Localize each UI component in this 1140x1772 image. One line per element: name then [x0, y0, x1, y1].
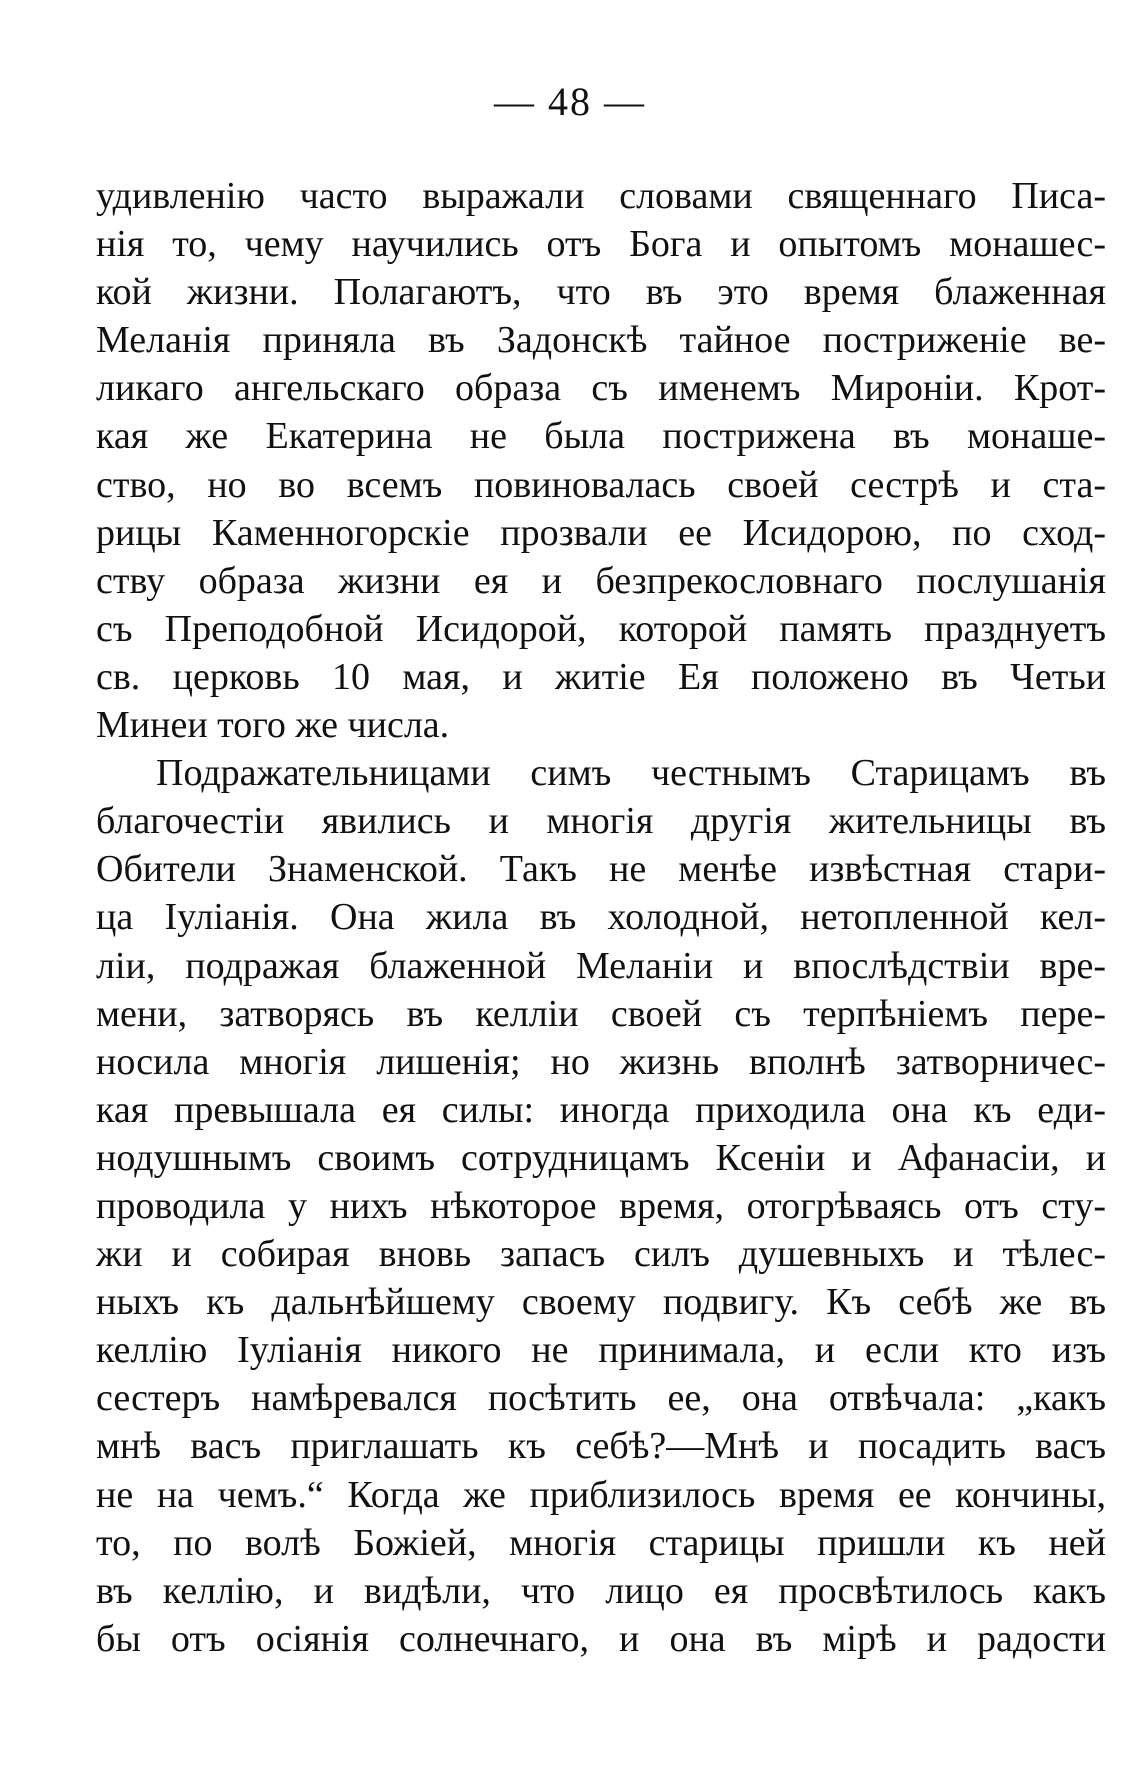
text-line: удивленію часто выражали словами священнаго Писа- [96, 175, 1106, 217]
text-line: то, по волѣ Божіей, многія старицы пришли къ ней [96, 1521, 1106, 1564]
text-line: мнѣ васъ приглашать къ себѣ?—Мнѣ и посадить васъ [96, 1425, 1106, 1468]
text-line: въ келлію, и видѣли, что лицо ея просвѣтилось какъ [96, 1569, 1106, 1612]
page-number: — 48 — [494, 79, 646, 124]
text-line: келлію Іуліанія никого не принимала, и если кто изъ [96, 1329, 1106, 1372]
text-line: Меланія приняла въ Задонскѣ тайное постриженіе ве- [96, 319, 1106, 362]
text-line: жи и собирая вновь запасъ силъ душевныхъ и тѣлес- [96, 1233, 1106, 1276]
body-text [96, 172, 1106, 1663]
text-line: Минеи того же числа. [96, 704, 450, 747]
text-line: бы отъ осіянія солнечнаго, и она въ мірѣ и радости [96, 1617, 1106, 1660]
text-line: нодушнымъ своимъ сотрудницамъ Ксеніи и Афанасіи, и [96, 1136, 1106, 1179]
text-line: проводила у нихъ нѣкоторое время, отогрѣваясь отъ сту- [96, 1184, 1106, 1227]
text-line: ликаго ангельскаго образа съ именемъ Мироніи. Крот- [96, 367, 1106, 410]
text-line: Подражательницами симъ честнымъ Старицамъ въ [156, 752, 1106, 795]
text-line: съ Преподобной Исидорой, которой память празднуетъ [96, 607, 1106, 650]
text-line: св. церковь 10 мая, и житіе Ея положено въ Четьи [96, 655, 1106, 698]
text-line: ныхъ къ дальнѣйшему своему подвигу. Къ себѣ же въ [96, 1281, 1106, 1324]
text-line: ца Іуліанія. Она жила въ холодной, нетопленной кел- [96, 896, 1106, 939]
text-line: ство, но во всемъ повиновалась своей сестрѣ и ста- [96, 463, 1106, 506]
text-line: кая превышала ея силы: иногда приходила она къ еди- [96, 1088, 1106, 1131]
text-line: не на чемъ.“ Когда же приблизилось время ее кончины, [96, 1473, 1106, 1516]
text-line: рицы Каменногорскіе прозвали ее Исидорою, по сход- [96, 511, 1106, 554]
text-line: ліи, подражая блаженной Меланіи и впослѣдствіи вре- [96, 944, 1106, 987]
text-line: благочестіи явились и многія другія жительницы въ [96, 800, 1106, 843]
text-line: кая же Екатерина не была пострижена въ монаше- [96, 415, 1106, 458]
text-line: кой жизни. Полагаютъ, что въ это время блаженная [96, 271, 1106, 314]
text-line: сестеръ намѣревался посѣтить ее, она отвѣчала: „какъ [96, 1377, 1106, 1420]
text-line: нія то, чему научились отъ Бога и опытомъ монашес- [96, 223, 1106, 266]
text-line: ству образа жизни ея и безпрекословнаго послушанія [96, 559, 1106, 602]
text-line: Обители Знаменской. Такъ не менѣе извѣстная стари- [96, 848, 1106, 891]
text-line: носила многія лишенія; но жизнь вполнѣ затворничес- [96, 1040, 1106, 1083]
text-line: мени, затворясь въ келліи своей съ терпѣніемъ пере- [96, 992, 1106, 1035]
